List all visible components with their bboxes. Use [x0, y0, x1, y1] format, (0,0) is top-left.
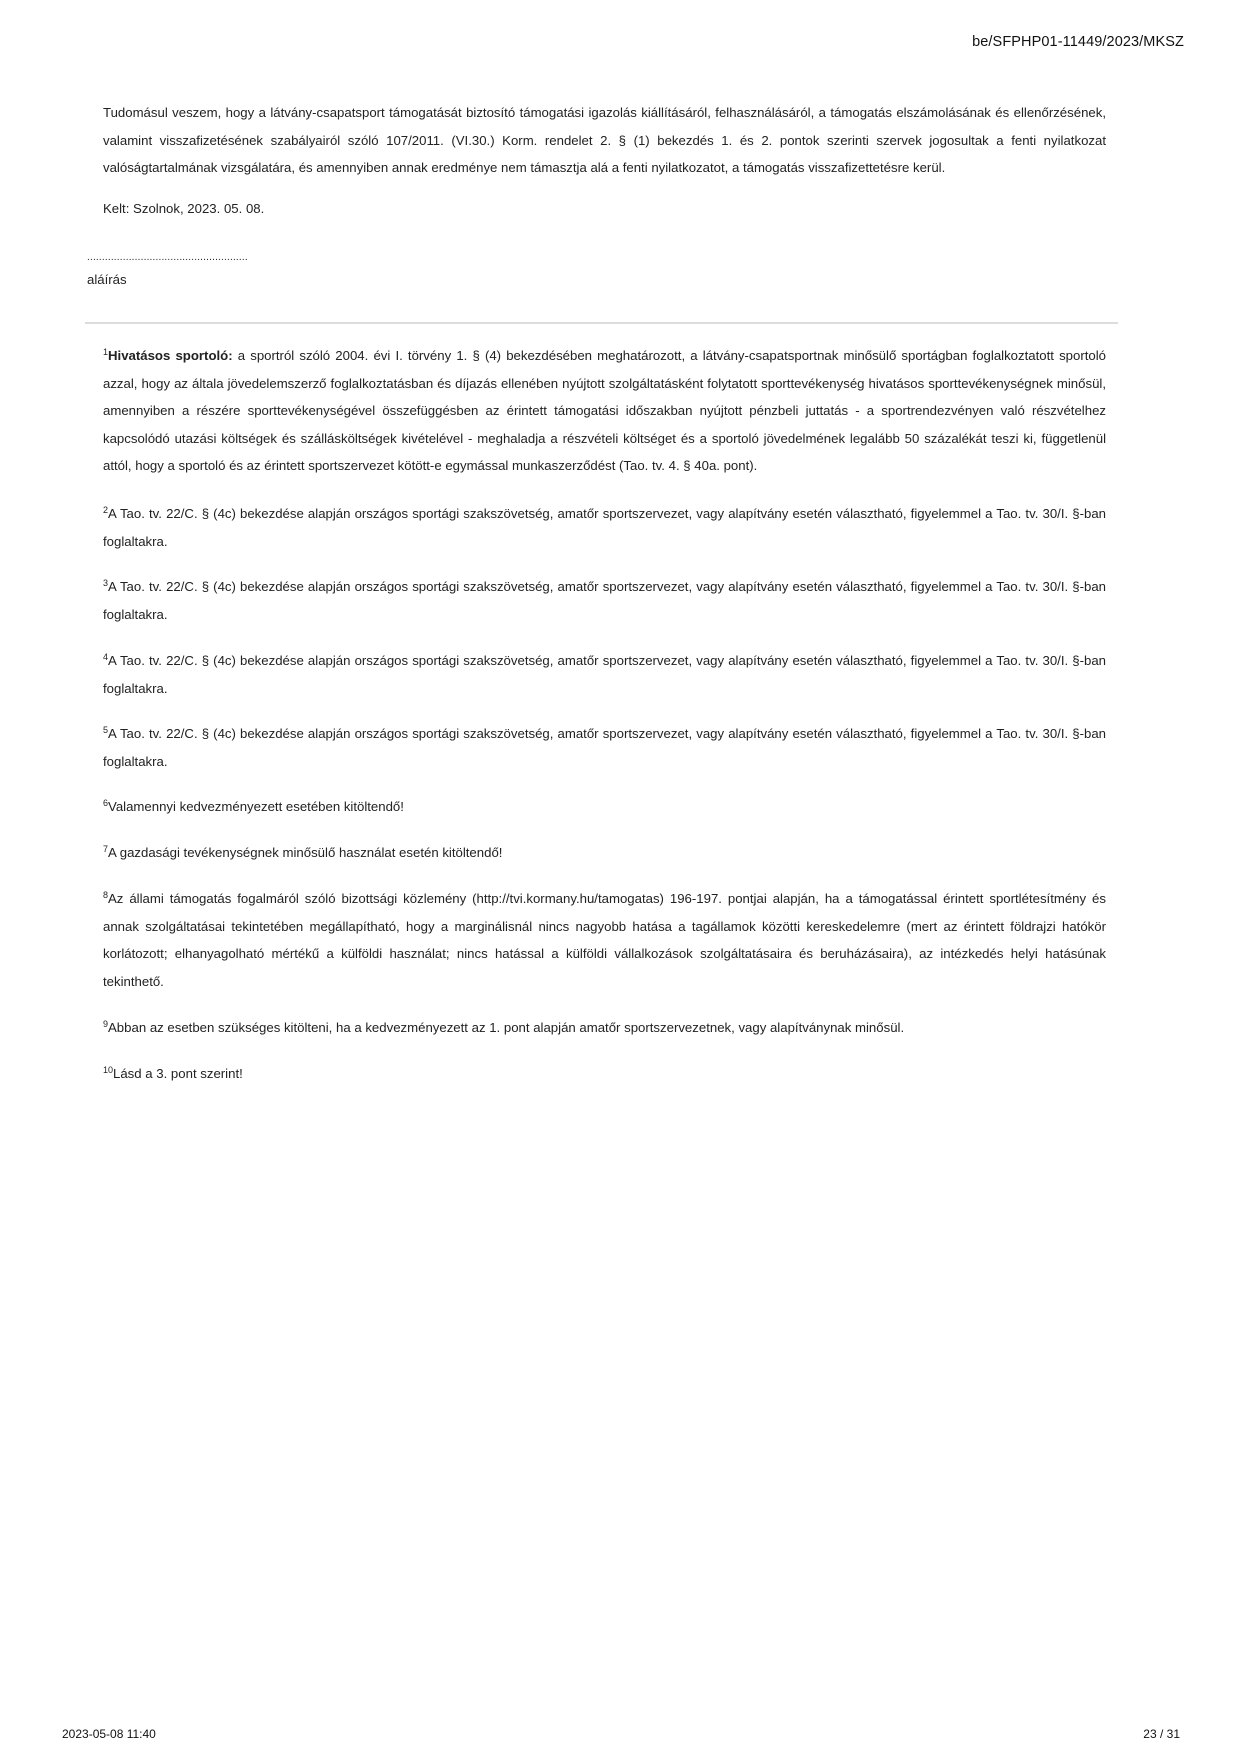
- footnote-number: 2: [103, 505, 109, 515]
- footnote-number: 9: [103, 1019, 109, 1029]
- footnote-5: [103, 720, 1106, 775]
- footnote-text: Lásd a 3. pont szerint!: [113, 1066, 243, 1081]
- footnote-10: [103, 1060, 1106, 1088]
- footnote-number: 6: [103, 798, 109, 808]
- footnote-number: 4: [103, 652, 109, 662]
- footnote-text: Abban az esetben szükséges kitölteni, ha a kedvezményezett az 1. pont alapján amatőr sportszervezetnek, vagy alapítványnak minősül.: [108, 1020, 905, 1035]
- footnote-term: Hivatásos sportoló:: [108, 348, 233, 363]
- footnote-separator: [85, 322, 1118, 324]
- footnote-text: A Tao. tv. 22/C. § (4c) bekezdése alapján országos sportági szakszövetség, amatőr sportszervezet, vagy alapítvány esetén választható, figyelemmel a Tao. tv. 30/I. §-ban foglaltakra.: [103, 506, 1106, 549]
- footnote-3: [103, 573, 1106, 628]
- footnote-7: [103, 839, 1106, 867]
- footnote-4: [103, 647, 1106, 702]
- dateline: Kelt: Szolnok, 2023. 05. 08.: [103, 201, 265, 216]
- footnote-number: 7: [103, 844, 109, 854]
- footnote-number: 5: [103, 725, 109, 735]
- footnote-text: Valamennyi kedvezményezett esetében kitöltendő!: [108, 799, 404, 814]
- footnote-number: 8: [103, 890, 109, 900]
- footnote-6: [103, 793, 1106, 821]
- footnote-1: [103, 342, 1106, 480]
- document-id: be/SFPHP01-11449/2023/MKSZ: [972, 34, 1184, 50]
- footnote-number: 10: [103, 1065, 114, 1075]
- footnote-text: A Tao. tv. 22/C. § (4c) bekezdése alapján országos sportági szakszövetség, amatőr sportszervezet, vagy alapítvány esetén választható, figyelemmel a Tao. tv. 30/I. §-ban foglaltakra.: [103, 726, 1106, 769]
- footnote-number: 1: [103, 347, 109, 357]
- page-number: 23 / 31: [1143, 1727, 1180, 1741]
- footnote-text: A Tao. tv. 22/C. § (4c) bekezdése alapján országos sportági szakszövetség, amatőr sportszervezet, vagy alapítvány esetén választható, figyelemmel a Tao. tv. 30/I. §-ban foglaltakra.: [103, 579, 1106, 622]
- footnote-text: A gazdasági tevékenységnek minősülő használat esetén kitöltendő!: [108, 845, 503, 860]
- footnote-8: [103, 885, 1106, 995]
- footnote-number: 3: [103, 578, 109, 588]
- footnote-text: A Tao. tv. 22/C. § (4c) bekezdése alapján országos sportági szakszövetség, amatőr sportszervezet, vagy alapítvány esetén választható, figyelemmel a Tao. tv. 30/I. §-ban foglaltakra.: [103, 653, 1106, 696]
- footnote-9: [103, 1014, 1106, 1042]
- declaration-paragraph: Tudomásul veszem, hogy a látvány-csapatsport támogatását biztosító támogatási igazolás kiállításáról, felhasználásáról, a támogatás elszámolásának és ellenőrzésének, valamint visszafizetésének szabályairól szóló 107/2011. (VI.30.) Korm. rendelet 2. § (1) bekezdés 1. és 2. pontok szerinti szervek jogosultak a fenti nyilatkozat valóságtartalmának vizsgálatára, és amennyiben annak eredménye nem támasztja alá a fenti nyilatkozatot, a támogatás visszafizettetésre kerül.: [103, 105, 1106, 175]
- footnote-text: a sportról szóló 2004. évi I. törvény 1. § (4) bekezdésében meghatározott, a látvány-csapatsportnak minősülő sportágban foglalkoztatott sportoló azzal, hogy az általa jövedelemszerző foglalkoztatásban és díjazás ellenében nyújtott szolgáltatásként folytatott sporttevékenység hivatásos sporttevékenységnek minősül, amennyiben a részére sporttevékenységével összefüggésben az érintett támogatási időszakban nyújtott pénzbeli juttatás - a sportrendezvényen való részvételhez kapcsolódó utazási költségek és szállásköltségek kivételével - meghaladja a részvételi költséget és a sportoló jövedelmének legalább 50 százalékát teszi ki, függetlenül attól, hogy a sportoló és az érintett sportszervezet kötött-e egymással munkaszerződést (Tao. tv. 4. § 40a. pont).: [103, 348, 1106, 473]
- footnote-text: Az állami támogatás fogalmáról szóló bizottsági közlemény (http://tvi.kormany.hu/tamogatas) 196-197. pontjai alapján, ha a támogatással érintett sportlétesítmény és annak szolgáltatásai tekintetében megállapítható, hogy a marginálisnál nincs nagyobb hatása a tagállamok közötti kereskedelemre (mert az érintett földrajzi hatókör korlátozott; elhanyagolható mértékű a külföldi használat; nincs hatással a külföldi vállalkozások szolgáltatásaira és beruházásaira), az intézkedés helyi hatásúnak tekinthető.: [103, 891, 1106, 989]
- footnote-2: [103, 500, 1106, 555]
- signature-line: ......................................................: [87, 252, 248, 263]
- signature-label: aláírás: [87, 272, 127, 287]
- footer-timestamp: 2023-05-08 11:40: [62, 1727, 156, 1741]
